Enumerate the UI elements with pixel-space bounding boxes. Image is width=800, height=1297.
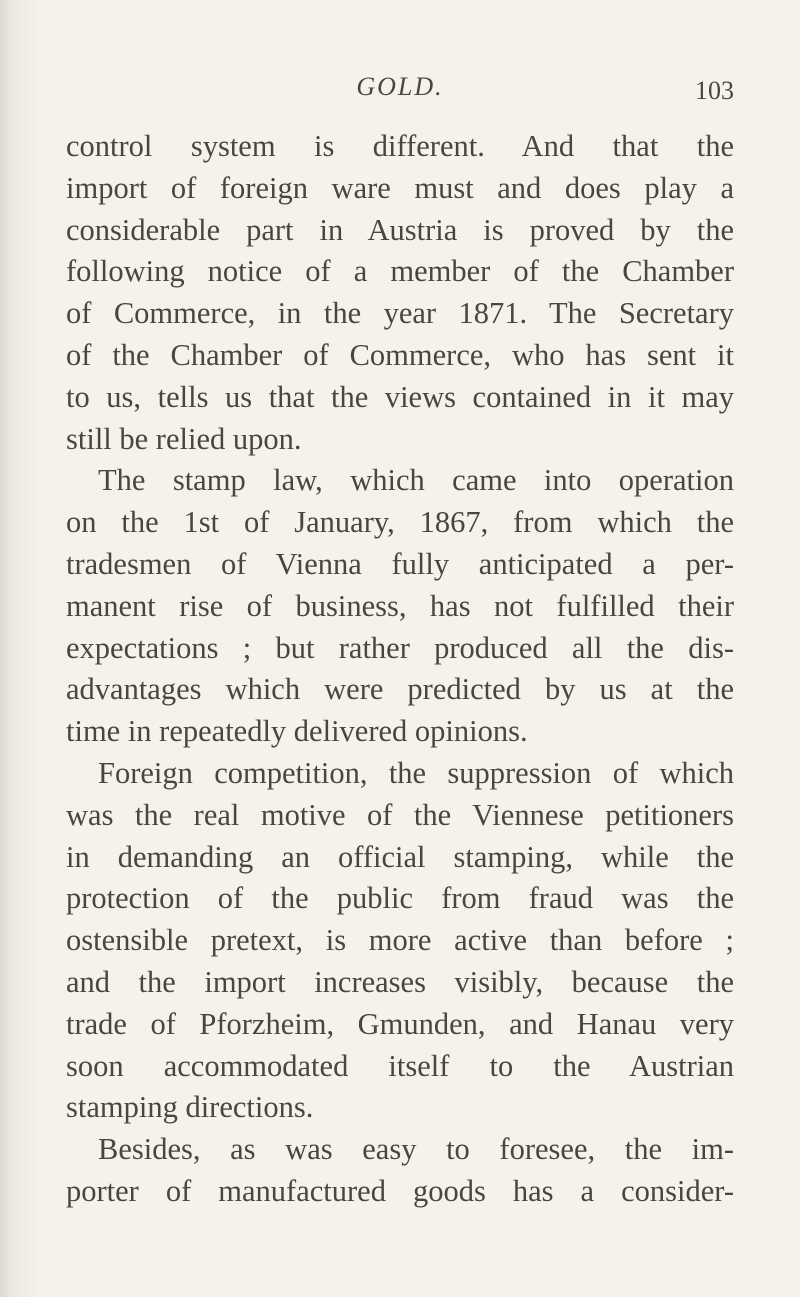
paragraph-start-line: Foreign competition, the suppression of which bbox=[98, 755, 734, 790]
text-line: import of foreign ware must and does play a bbox=[66, 170, 734, 205]
running-title: GOLD. bbox=[356, 72, 444, 101]
text-line: of Commerce, in the year 1871. The Secretary bbox=[66, 296, 734, 331]
text-line: and the import increases visibly, because the bbox=[66, 964, 734, 999]
text-line: soon accommodated itself to the Austrian bbox=[66, 1048, 734, 1083]
text-line: advantages which were predicted by us at the bbox=[66, 672, 734, 707]
text-line: trade of Pforzheim, Gmunden, and Hanau very bbox=[66, 1006, 734, 1041]
page-header bbox=[66, 68, 734, 108]
paragraph-start-line: Besides, as was easy to foresee, the im- bbox=[98, 1132, 734, 1167]
text-line: expectations ; but rather produced all the dis- bbox=[66, 630, 734, 665]
text-line: of the Chamber of Commerce, who has sent it bbox=[66, 337, 734, 372]
text-line: stamping directions. bbox=[66, 1090, 314, 1125]
text-line: porter of manufactured goods has a consider- bbox=[66, 1173, 734, 1208]
text-line: considerable part in Austria is proved by the bbox=[66, 212, 734, 247]
text-line: was the real motive of the Viennese petitioners bbox=[66, 797, 734, 832]
text-line: tradesmen of Vienna fully anticipated a per- bbox=[66, 546, 734, 581]
text-line: ostensible pretext, is more active than before ; bbox=[66, 923, 734, 958]
paragraph-start-line: The stamp law, which came into operation bbox=[98, 463, 734, 498]
page-number: 103 bbox=[695, 76, 734, 105]
text-line: on the 1st of January, 1867, from which the bbox=[66, 505, 734, 540]
text-line: in demanding an official stamping, while the bbox=[66, 839, 734, 874]
text-line: time in repeatedly delivered opinions. bbox=[66, 714, 528, 749]
text-line: following notice of a member of the Chamber bbox=[66, 254, 734, 289]
text-line: control system is different. And that the bbox=[66, 129, 734, 163]
text-line: still be relied upon. bbox=[66, 421, 302, 456]
text-line: manent rise of business, has not fulfilled their bbox=[66, 588, 734, 623]
text-line: to us, tells us that the views contained in it may bbox=[66, 379, 734, 414]
text-line: protection of the public from fraud was the bbox=[66, 881, 734, 916]
body-text bbox=[66, 126, 734, 1213]
